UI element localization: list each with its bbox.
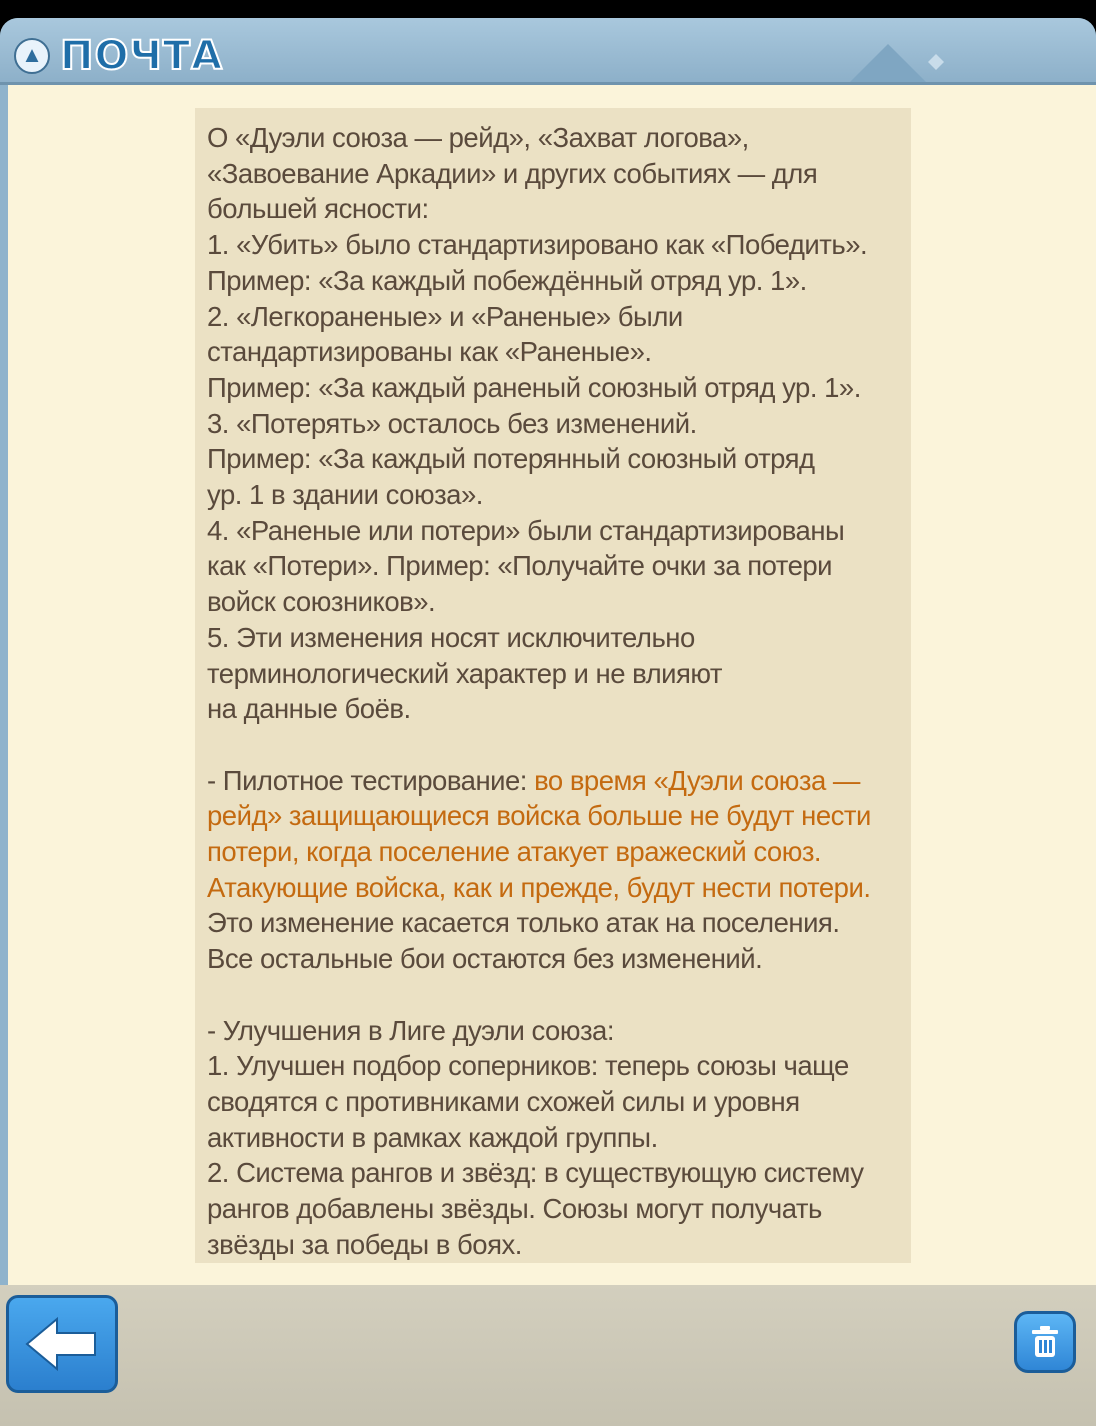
mail-window [0, 18, 1096, 1426]
message-line: 1. Улучшен подбор соперников: теперь союзы чаще [207, 1050, 849, 1082]
delete-button[interactable] [1014, 1311, 1076, 1373]
message-line: 2. «Легкораненые» и «Раненые» были [207, 300, 683, 332]
header-bar [0, 18, 1096, 85]
back-button[interactable] [6, 1295, 118, 1393]
intro-section [207, 120, 899, 727]
message-line: рейд» защищающиеся войска больше не будут нести [207, 800, 871, 832]
pilot-first-line: - Пилотное тестирование: во время «Дуэли союза — [207, 764, 860, 796]
message-line: 1. «Убить» было стандартизировано как «Победить». [207, 229, 868, 261]
message-line: Это изменение касается только атак на поселения. [207, 907, 840, 939]
message-line: - Улучшения в Лиге дуэли союза: [207, 1014, 614, 1046]
message-line: войск союзников». [207, 586, 436, 618]
message-line: большей ясности: [207, 193, 429, 225]
trash-icon [1029, 1325, 1061, 1359]
message-line: потери, когда поселение атакует вражеский союз. [207, 836, 822, 868]
message-line: Пример: «За каждый побеждённый отряд ур. 1». [207, 264, 807, 296]
message-line: стандартизированы как «Раненые». [207, 336, 652, 368]
message-line: Все остальные бои остаются без изменений. [207, 943, 763, 975]
message-line: ур. 1 в здании союза». [207, 479, 483, 511]
message-line: активности в рамках каждой группы. [207, 1121, 658, 1153]
message-line: звёзды за победы в боях. [207, 1228, 522, 1260]
message-line: 5. Эти изменения носят исключительно [207, 621, 695, 653]
message-line: 2. Система рангов и звёзд: в существующую систему [207, 1157, 864, 1189]
message-line: О «Дуэли союза — рейд», «Захват логова», [207, 122, 749, 153]
message-body [195, 108, 911, 1263]
message-line: Атакующие войска, как и прежде, будут нести потери. [207, 871, 871, 903]
message-line: сводятся с противниками схожей силы и уровня [207, 1085, 800, 1117]
page-title: ПОЧТА [60, 33, 224, 79]
message-line: 4. «Раненые или потери» были стандартизированы [207, 514, 845, 546]
message-line: терминологический характер и не влияют [207, 657, 723, 689]
message-line: Пример: «За каждый потерянный союзный отряд [207, 443, 815, 475]
message-line: Пример: «За каждый раненый союзный отряд ур. 1». [207, 371, 861, 403]
mountain-decoration [850, 34, 960, 82]
mail-tree-icon: ▲ [14, 38, 50, 74]
message-line: как «Потери». Пример: «Получайте очки за потери [207, 550, 833, 582]
league-section [207, 1013, 899, 1263]
footer-bar [0, 1285, 1096, 1426]
message-line: «Завоевание Аркадии» и других событиях — для [207, 157, 818, 189]
back-arrow-icon [25, 1316, 99, 1372]
pilot-section [207, 763, 899, 977]
message-line: на данные боёв. [207, 693, 411, 725]
message-line: 3. «Потерять» осталось без изменений. [207, 407, 697, 439]
letter-paper [8, 85, 1096, 1285]
message-line: рангов добавлены звёзды. Союзы могут получать [207, 1193, 822, 1225]
